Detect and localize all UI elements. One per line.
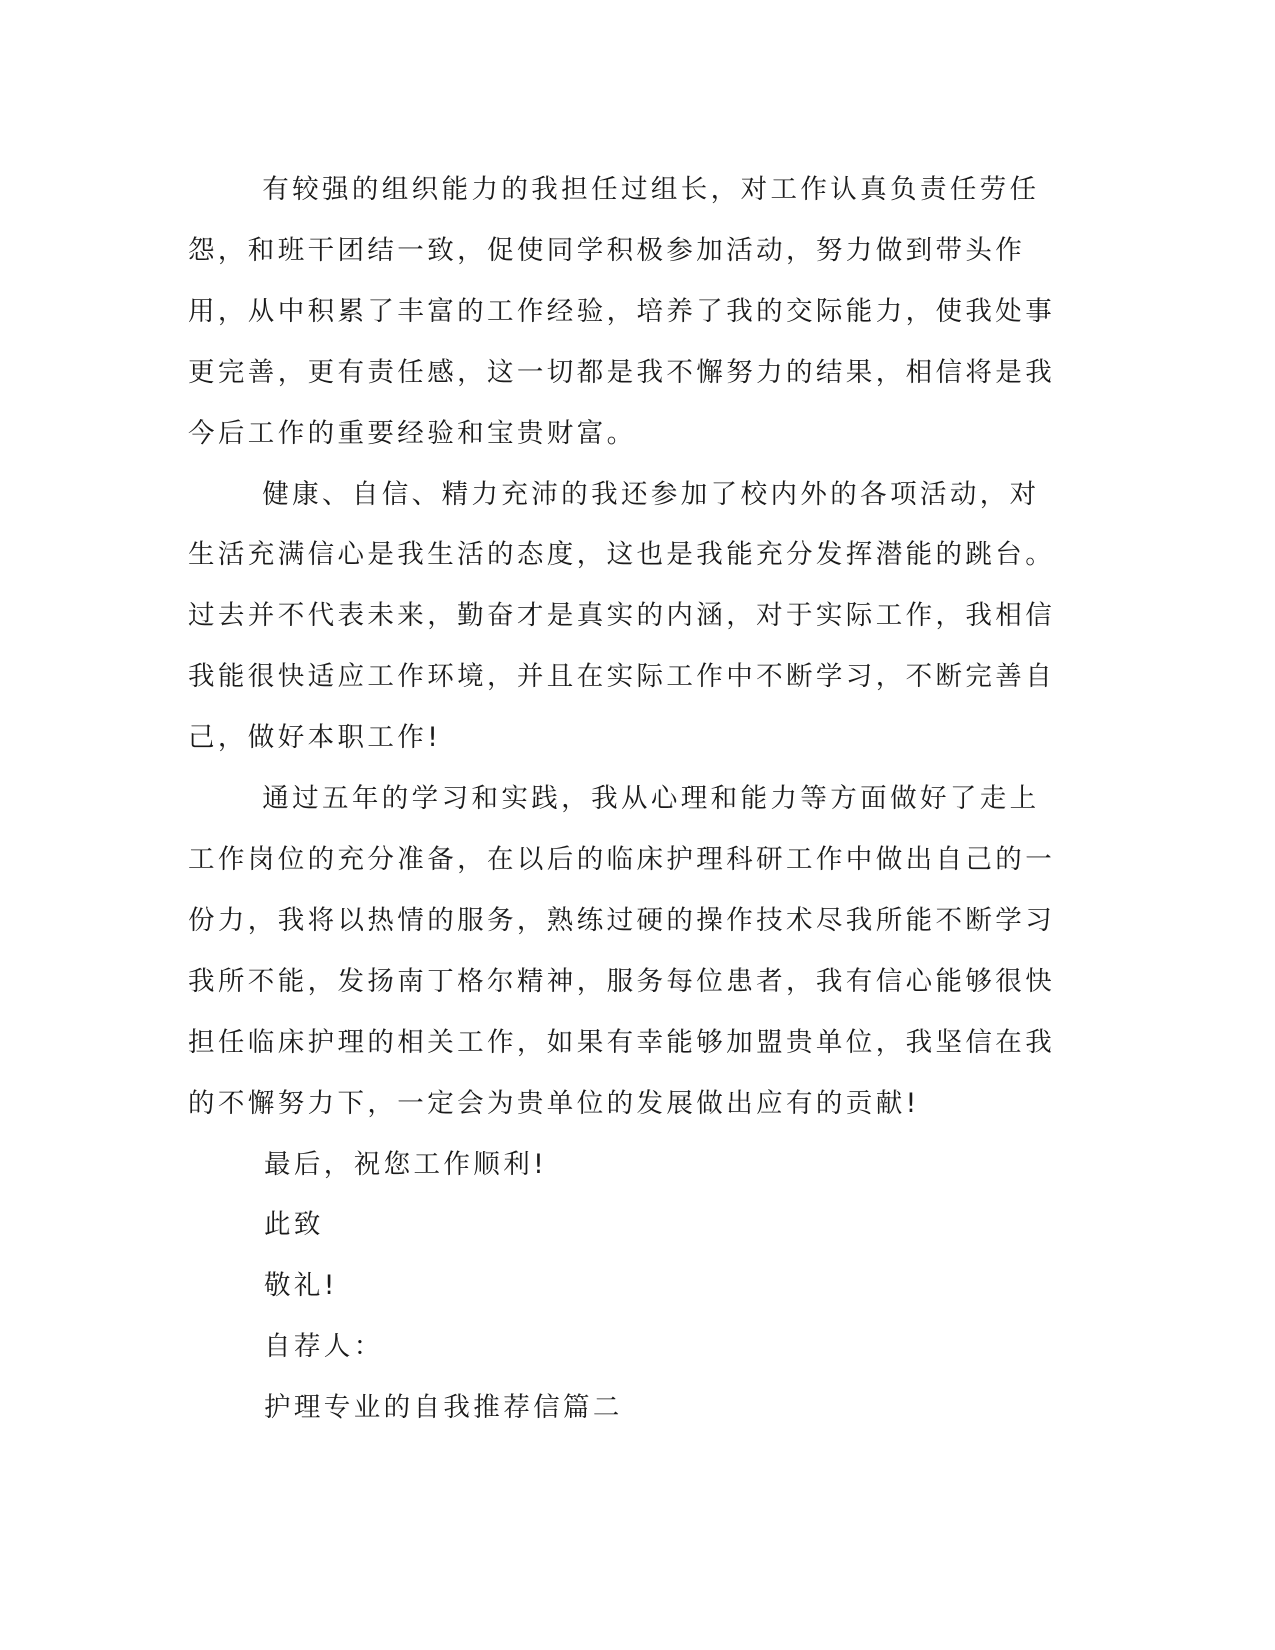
signature-line: 自荐人： [264,1331,384,1363]
next-section-title: 护理专业的自我推荐信篇二 [264,1392,623,1424]
letter-body [188,160,1068,1439]
salutation-line-2: 敬礼! [264,1270,338,1302]
paragraph-organization: 有较强的组织能力的我担任过组长，对工作认真负责任劳任怨，和班干团结一致，促使同学积极参加活动，努力做到带头作用，从中积累了丰富的工作经验，培养了我的交际能力，使我处事更完善，更有责任感，这一切都是我不懈努力的结果，相信将是我今后工作的重要经验和宝贵财富。 [188,174,1056,449]
paragraph-health: 健康、自信、精力充沛的我还参加了校内外的各项活动，对生活充满信心是我生活的态度，这也是我能充分发挥潜能的跳台。过去并不代表未来，勤奋才是真实的内涵，对于实际工作，我相信我能很快适应工作环境，并且在实际工作中不断学习，不断完善自己，做好本职工作! [188,478,1056,754]
paragraph-preparation: 通过五年的学习和实践，我从心理和能力等方面做好了走上工作岗位的充分准备，在以后的临床护理科研工作中做出自己的一份力，我将以热情的服务，熟练过硬的操作技术尽我所能不断学习我所不能，发扬南丁格尔精神，服务每位患者，我有信心能够很快担任临床护理的相关工作，如果有幸能够加盟贵单位，我坚信在我的不懈努力下，一定会为贵单位的发展做出应有的贡献! [188,783,1056,1119]
closing-line: 最后，祝您工作顺利! [264,1148,548,1180]
salutation-line-1: 此致 [264,1209,324,1241]
